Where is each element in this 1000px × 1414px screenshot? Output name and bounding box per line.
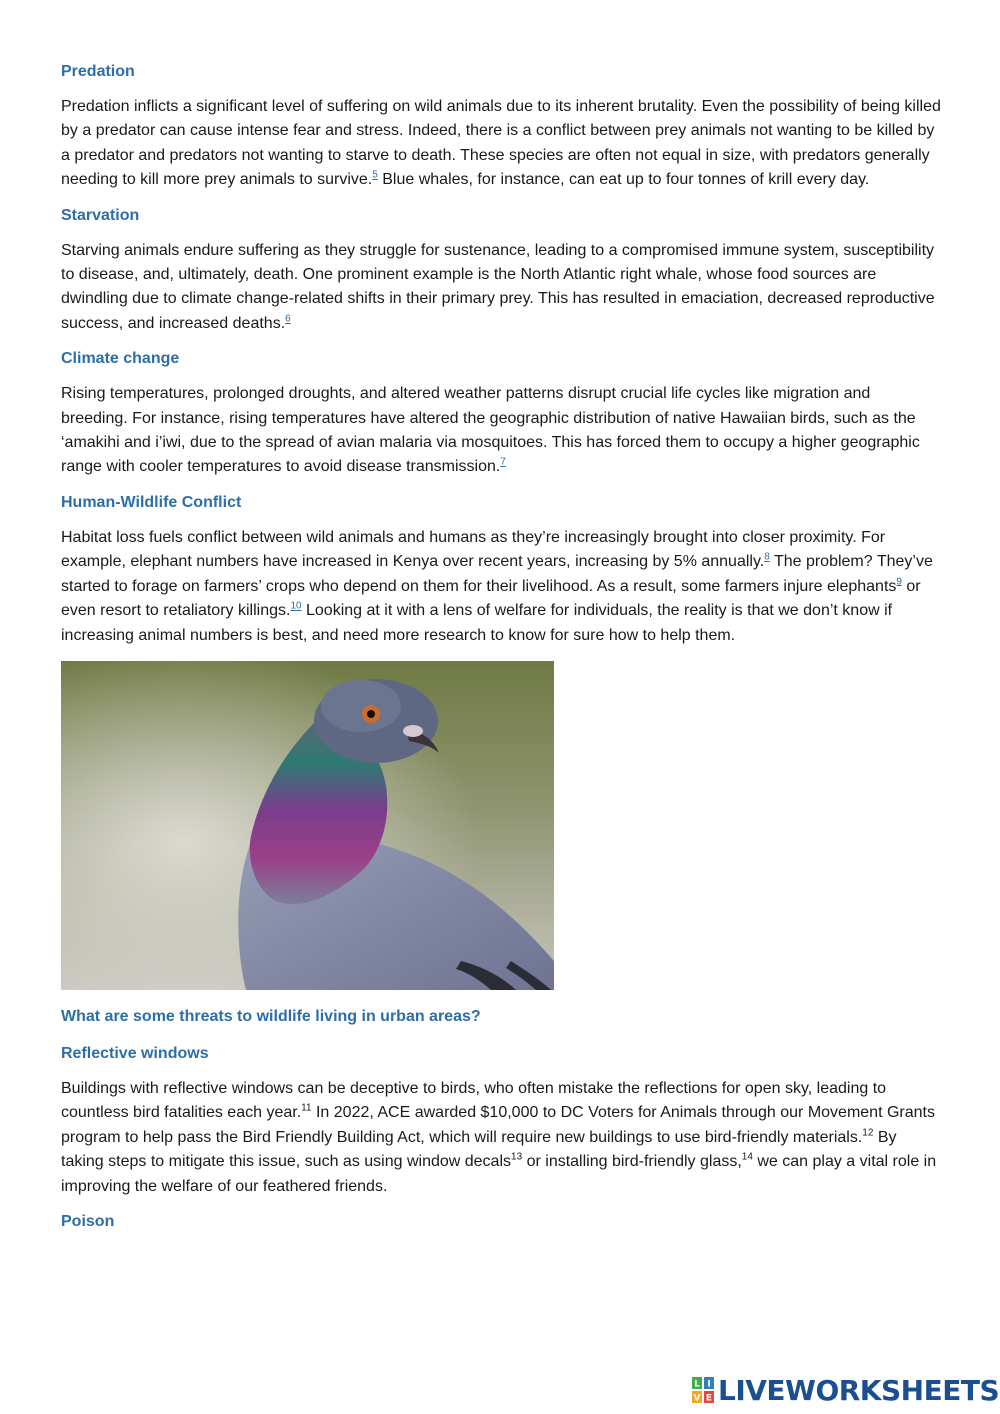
paragraph-human-wildlife-conflict: Habitat loss fuels conflict between wild animals and humans as they’re increasingly brought into closer proximity. For example, elephant numbers have increased in Kenya over recent years, increasing by 5% annually.$^8$ The problem? They’ve started to forage on farmers’ crops who depend on them for their livelihood. As a result, some farmers injure elephants$^9$ or even resort to retaliatory killings.$^{10}$ Looking at it with a lens of welfare for individuals, the reality is that we don’t know if increasing animal numbers is best, and need more research to know for sure how to help them. xyxy=(61,528,933,644)
heading-human-wildlife-conflict: Human-Wildlife Conflict xyxy=(61,493,242,511)
svg-text:I: I xyxy=(707,1379,711,1390)
footnote-link-6[interactable]: 6 xyxy=(285,313,291,325)
liveworksheets-logo[interactable] xyxy=(692,1373,999,1407)
heading-predation: Predation xyxy=(61,63,135,80)
document-body xyxy=(61,58,941,1236)
footnote-link-9[interactable]: 9 xyxy=(896,576,902,588)
footnote-link-7[interactable]: 7 xyxy=(500,457,506,469)
pigeon-photo xyxy=(61,661,554,990)
liveworksheets-mark-icon xyxy=(692,1377,714,1403)
svg-text:L: L xyxy=(694,1379,700,1390)
footnote-11: 11 xyxy=(301,1102,312,1114)
paragraph-climate-change: Rising temperatures, prolonged droughts, and altered weather patterns disrupt crucial life cycles like migration and breeding. For instance, rising temperatures have altered the geographic distribution of native Hawaiian birds, such as the ‘amakihi and i’iwi, due to the spread of avian malaria via mosquitoes. This has forced them to occupy a higher geographic range with cooler temperatures to avoid disease transmission.$^7$ xyxy=(61,385,920,476)
footnote-14: 14 xyxy=(741,1151,753,1163)
footnote-link-10[interactable]: 10 xyxy=(290,600,302,612)
heading-urban-threats: What are some threats to wildlife living in urban areas? xyxy=(61,1007,481,1025)
footnote-12: 12 xyxy=(862,1127,874,1139)
footnote-link-8[interactable]: 8 xyxy=(764,551,770,563)
heading-reflective-windows: Reflective windows xyxy=(61,1044,209,1062)
heading-starvation: Starvation xyxy=(61,206,140,224)
footnote-link-5[interactable]: 5 xyxy=(372,169,378,181)
heading-climate-change: Climate change xyxy=(61,350,180,368)
svg-text:V: V xyxy=(693,1393,701,1403)
footnote-13: 13 xyxy=(511,1151,523,1163)
heading-poison: Poison xyxy=(61,1212,115,1230)
paragraph-starvation: Starving animals endure suffering as they struggle for sustenance, leading to a compromised immune system, susceptibility to disease, and, ultimately, death. One prominent example is the North Atlantic right whale, whose food sources are dwindling due to climate change-related shifts in their primary prey. This has resulted in emaciation, decreased reproductive success, and increased deaths.$^6$ xyxy=(61,241,935,332)
svg-text:E: E xyxy=(705,1393,713,1403)
liveworksheets-wordmark: LIVEWORKSHEETS xyxy=(718,1373,1000,1407)
paragraph-reflective-windows: Buildings with reflective windows can be deceptive to birds, who often mistake the reflections for open sky, leading to countless bird fatalities each year.$^{11}$ In 2022, ACE awarded $10,000 to DC Voters for Animals through our Movement Grants program to help pass the Bird Friendly Building Act, which will require new buildings to use bird-friendly materials.$^{12}$ By taking steps to mitigate this issue, such as using window decals$^{13}$ or installing bird-friendly glass,$^{14}$ we can play a vital role in improving the welfare of our feathered friends. xyxy=(61,1079,937,1195)
paragraph-predation: Predation inflicts a significant level of suffering on wild animals due to its inherent brutality. Even the possibility of being killed by a predator can cause intense fear and stress. Indeed, there is a conflict between prey animals not wanting to be killed by a predator and predators not wanting to starve to death. These species are often not equal in size, with predators generally needing to kill more prey animals to survive.$^5$ Blue whales, for instance, can eat up to four tonnes of krill every day. xyxy=(61,98,941,189)
